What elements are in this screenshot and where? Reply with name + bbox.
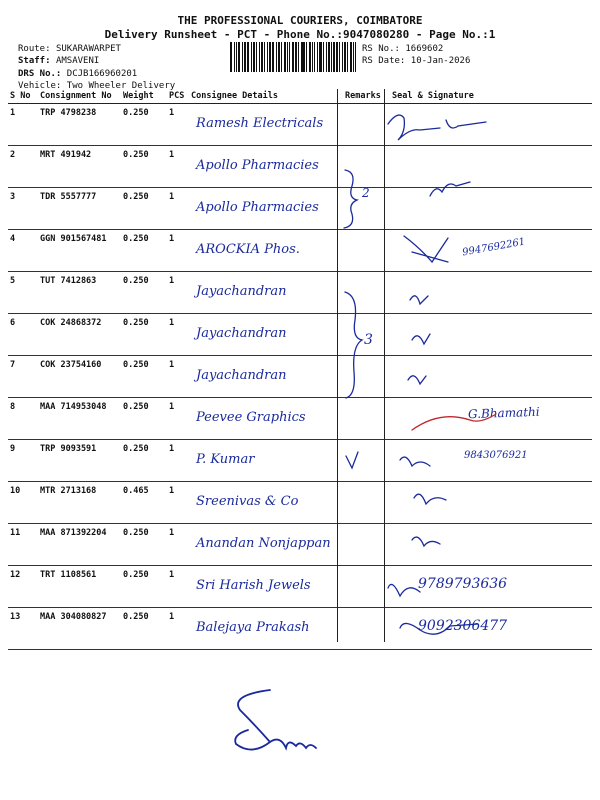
cell-remark [343, 482, 390, 524]
barcode-bar [276, 42, 277, 72]
cell-pcs: 1 [167, 482, 189, 524]
rs-date-line: RS Date: 10-Jan-2026 [362, 56, 471, 66]
barcode-bar [314, 42, 315, 72]
table-row [8, 272, 592, 314]
final-signature [235, 690, 316, 750]
cell-sno: 10 [8, 482, 38, 524]
barcode-bar [267, 42, 268, 72]
consignee-handwriting: AROCKIA Phos. [196, 242, 300, 257]
vehicle-value: Two Wheeler Delivery [66, 81, 176, 91]
cell-signature [390, 524, 592, 566]
drs-line: DRS No.: DCJB166960201 [18, 69, 138, 79]
barcode-bar [344, 42, 347, 72]
cell-signature [390, 482, 592, 524]
cell-signature [390, 188, 592, 230]
cell-sno: 8 [8, 398, 38, 440]
cell-pcs: 1 [167, 188, 189, 230]
remark-number: 3 [364, 332, 373, 348]
barcode-bar [295, 42, 297, 72]
barcode-bar [287, 42, 288, 72]
consignee-handwriting: Balejaya Prakash [196, 620, 310, 635]
barcode-bar [355, 42, 356, 72]
barcode-bar [301, 42, 302, 72]
cell-signature [390, 314, 592, 356]
barcode-bar [312, 42, 313, 72]
cell-pcs: 1 [167, 146, 189, 188]
cell-sno: 1 [8, 104, 38, 146]
cell-weight: 0.250 [121, 440, 167, 482]
consignee-handwriting: Sri Harish Jewels [196, 578, 311, 593]
page-title: THE PROFESSIONAL COURIERS, COIMBATORE [177, 14, 423, 27]
col-sno: S No [8, 89, 38, 104]
signature-handwriting: G.Bhamathi [467, 404, 540, 422]
cell-sno: 6 [8, 314, 38, 356]
cell-signature [390, 272, 592, 314]
cell-consignment: MAA 871392204 [38, 524, 121, 566]
cell-weight: 0.250 [121, 272, 167, 314]
barcode-bar [319, 42, 322, 72]
cell-consignment: TDR 5557777 [38, 188, 121, 230]
barcode-bar [272, 42, 274, 72]
phone-handwriting: 9789793636 [418, 576, 508, 592]
barcode-bar [339, 42, 340, 72]
col-consignee: Consignee Details [189, 89, 343, 104]
cell-consignment: GGN 901567481 [38, 230, 121, 272]
barcode-bar [317, 42, 319, 72]
table-row [8, 356, 592, 398]
cell-sno: 7 [8, 356, 38, 398]
cell-consignment: MAA 714953048 [38, 398, 121, 440]
cell-signature [390, 146, 592, 188]
cell-sno: 3 [8, 188, 38, 230]
barcode-bar [333, 42, 335, 72]
col-signature: Seal & Signature [390, 89, 592, 104]
cell-pcs: 1 [167, 398, 189, 440]
cell-remark [343, 524, 390, 566]
cell-remark [343, 566, 390, 608]
cell-sno: 4 [8, 230, 38, 272]
cell-pcs: 1 [167, 104, 189, 146]
rs-date-value: 10-Jan-2026 [410, 56, 471, 66]
cell-weight: 0.250 [121, 608, 167, 650]
col-remarks: Remarks [343, 89, 390, 104]
barcode-bar [342, 42, 343, 72]
barcode-bar [328, 42, 330, 72]
barcode-bar [278, 42, 280, 72]
barcode-bar [269, 42, 272, 72]
consignee-handwriting: P. Kumar [196, 452, 255, 467]
barcode-bar [230, 42, 232, 72]
phone-handwriting: 9947692261 [461, 236, 527, 259]
cell-consignment: TRT 1108561 [38, 566, 121, 608]
cell-consignment: COK 23754160 [38, 356, 121, 398]
barcode-bar [309, 42, 311, 72]
cell-consignment: MAA 304080827 [38, 608, 121, 650]
cell-remark [343, 146, 390, 188]
page-subtitle: Delivery Runsheet - PCT - Phone No.:9047080280 - Page No.:1 [104, 28, 496, 41]
cell-weight: 0.250 [121, 356, 167, 398]
table-row [8, 314, 592, 356]
barcode-bar [242, 42, 243, 72]
remark-number: 2 [362, 186, 370, 200]
barcode-bar [251, 42, 252, 72]
barcode-bar [353, 42, 354, 72]
cell-remark [343, 356, 390, 398]
cell-sno: 12 [8, 566, 38, 608]
consignee-handwriting: Ramesh Electricals [196, 116, 324, 131]
consignee-handwriting: Anandan Nonjappan [196, 536, 331, 551]
cell-weight: 0.250 [121, 524, 167, 566]
barcode-bar [261, 42, 263, 72]
cell-sno: 9 [8, 440, 38, 482]
cell-sno: 2 [8, 146, 38, 188]
barcode-bar [292, 42, 294, 72]
barcode-bar [306, 42, 307, 72]
cell-weight: 0.465 [121, 482, 167, 524]
cell-remark [343, 398, 390, 440]
cell-weight: 0.250 [121, 188, 167, 230]
cell-weight: 0.250 [121, 566, 167, 608]
cell-weight: 0.250 [121, 314, 167, 356]
route-value: SUKARAWARPET [55, 44, 121, 54]
phone-handwriting: 9843076921 [464, 450, 528, 461]
barcode-bar [256, 42, 257, 72]
signature-divider [384, 89, 385, 642]
cell-consignment: TRP 4798238 [38, 104, 121, 146]
consignee-handwriting: Apollo Pharmacies [196, 200, 319, 215]
barcode-bar [336, 42, 338, 72]
barcode-bar [298, 42, 299, 72]
cell-sno: 13 [8, 608, 38, 650]
staff-value: AMSAVENI [55, 56, 100, 66]
barcode-bar [302, 42, 305, 72]
vehicle-line: Vehicle: Two Wheeler Delivery [18, 81, 176, 91]
table-row [8, 482, 592, 524]
cell-remark [343, 608, 390, 650]
staff-line: Staff: AMSAVENI [18, 56, 100, 66]
cell-weight: 0.250 [121, 146, 167, 188]
barcode-bar [234, 42, 235, 72]
consignee-handwriting: Jayachandran [196, 284, 287, 299]
cell-consignment: TUT 7412863 [38, 272, 121, 314]
cell-consignment: TRP 9093591 [38, 440, 121, 482]
barcode-bar [326, 42, 327, 72]
barcode-bar [259, 42, 260, 72]
barcode-bar [238, 42, 241, 72]
cell-pcs: 1 [167, 524, 189, 566]
cell-sno: 5 [8, 272, 38, 314]
cell-weight: 0.250 [121, 104, 167, 146]
consignee-handwriting: Jayachandran [196, 326, 287, 341]
cell-sno: 11 [8, 524, 38, 566]
col-pcs: PCS [167, 89, 189, 104]
consignee-handwriting: Apollo Pharmacies [196, 158, 319, 173]
barcode-bar [323, 42, 324, 72]
remarks-divider [337, 89, 338, 642]
route-line: Route: SUKARAWARPET [18, 44, 121, 54]
col-consignment: Consignment No [38, 89, 121, 104]
barcode-bar [289, 42, 290, 72]
barcode-bar [247, 42, 249, 72]
col-weight: Weight [121, 89, 167, 104]
cell-remark [343, 230, 390, 272]
cell-pcs: 1 [167, 440, 189, 482]
cell-pcs: 1 [167, 314, 189, 356]
cell-consignment: COK 24868372 [38, 314, 121, 356]
cell-remark [343, 440, 390, 482]
barcode-bar [347, 42, 348, 72]
barcode-bar [253, 42, 256, 72]
barcode-bar [281, 42, 282, 72]
rs-no-line: RS No.: 1669602 [362, 44, 444, 54]
cell-pcs: 1 [167, 608, 189, 650]
consignee-handwriting: Sreenivas & Co [196, 494, 299, 509]
cell-weight: 0.250 [121, 398, 167, 440]
runsheet-table [8, 89, 592, 650]
cell-pcs: 1 [167, 356, 189, 398]
barcode [230, 42, 358, 72]
barcode-bar [331, 42, 332, 72]
rs-no-value: 1669602 [405, 44, 444, 54]
cell-pcs: 1 [167, 272, 189, 314]
barcode-bar [264, 42, 265, 72]
barcode-bar [284, 42, 287, 72]
drs-value: DCJB166960201 [66, 69, 138, 79]
consignee-handwriting: Jayachandran [196, 368, 287, 383]
cell-pcs: 1 [167, 230, 189, 272]
barcode-bar [236, 42, 237, 72]
cell-pcs: 1 [167, 566, 189, 608]
consignee-handwriting: Peevee Graphics [196, 410, 306, 425]
cell-consignment: MTR 2713168 [38, 482, 121, 524]
phone-handwriting: 9092306477 [418, 618, 508, 634]
barcode-bar [350, 42, 352, 72]
cell-signature [390, 356, 592, 398]
cell-consignment: MRT 491942 [38, 146, 121, 188]
cell-remark [343, 272, 390, 314]
cell-signature [390, 104, 592, 146]
cell-remark [343, 104, 390, 146]
cell-weight: 0.250 [121, 230, 167, 272]
table-header-row [8, 89, 592, 104]
barcode-bar [244, 42, 246, 72]
